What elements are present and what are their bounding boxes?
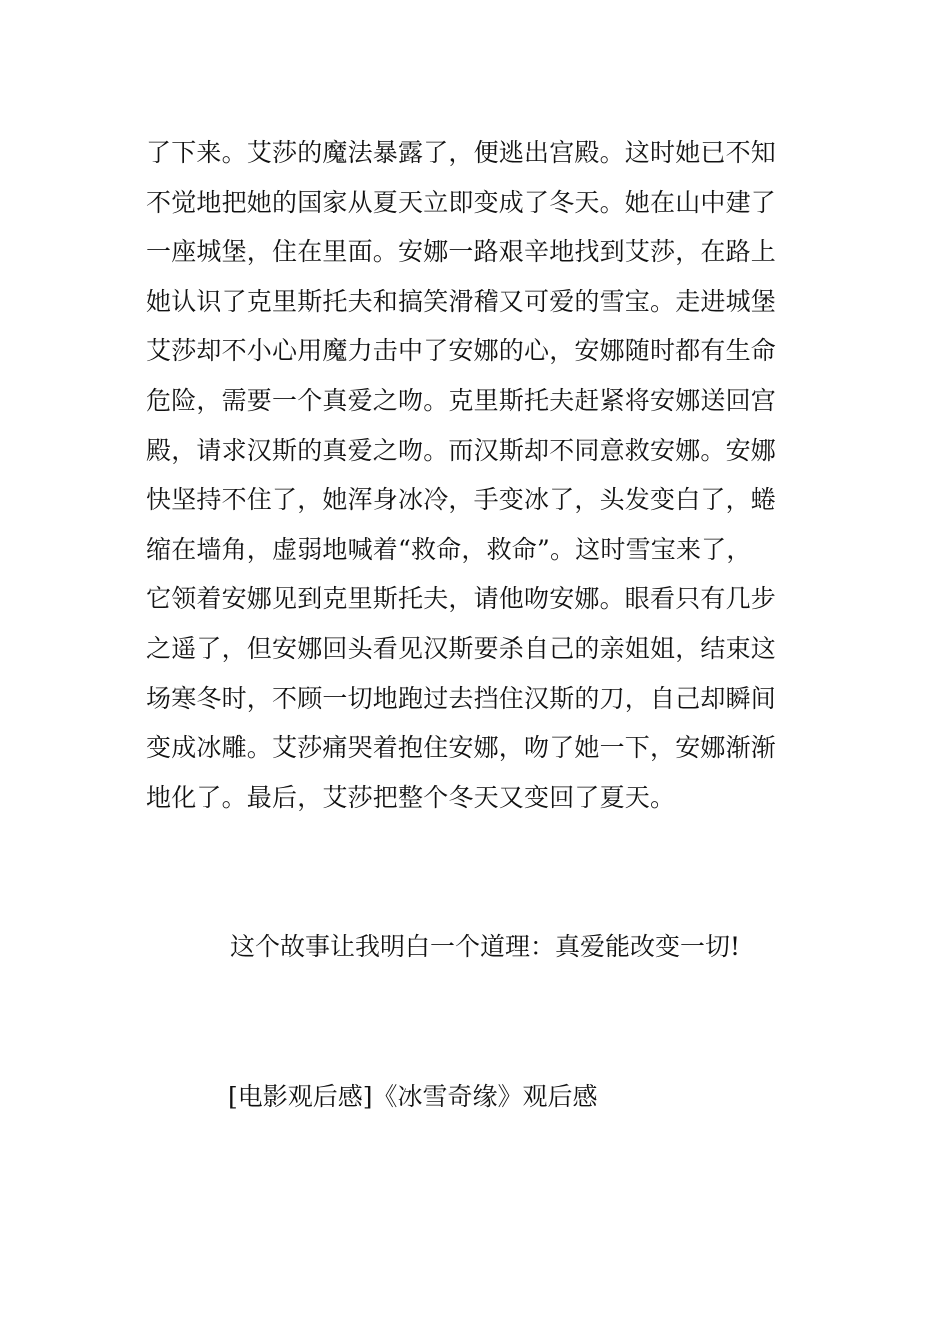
paragraph-line: 快坚持不住了，她浑身冰冷，手变冰了，头发变白了，蜷: [146, 485, 777, 515]
paragraph-line: 危险，需要一个真爱之吻。克里斯托夫赶紧将安娜送回宫: [146, 385, 777, 415]
paragraph-line: 艾莎却不小心用魔力击中了安娜的心，安娜随时都有生命: [146, 336, 777, 366]
paragraph-line: 它领着安娜见到克里斯托夫，请他吻安娜。眼看只有几步: [146, 584, 777, 614]
paragraph-line: 之遥了，但安娜回头看见汉斯要杀自己的亲姐姐，结束这: [146, 633, 777, 663]
paragraph-line: 她认识了克里斯托夫和搞笑滑稽又可爱的雪宝。走进城堡: [146, 286, 777, 316]
paragraph-line: 不觉地把她的国家从夏天立即变成了冬天。她在山中建了: [146, 187, 777, 217]
paragraph-line: 了下来。艾莎的魔法暴露了，便逃出宫殿。这时她已不知: [146, 138, 777, 167]
paragraph-line: 殿，请求汉斯的真爱之吻。而汉斯却不同意救安娜。安娜: [146, 435, 777, 465]
paragraph-line: 缩在墙角，虚弱地喊着“救命，救命”。这时雪宝来了，: [146, 534, 752, 564]
paragraph-line: 场寒冬时，不顾一切地跑过去挡住汉斯的刀，自己却瞬间: [146, 683, 777, 713]
lesson-statement: 这个故事让我明白一个道理：真爱能改变一切!: [230, 932, 741, 961]
paragraph-line: 一座城堡，住在里面。安娜一路艰辛地找到艾莎，在路上: [146, 237, 777, 267]
story-paragraph: [146, 128, 826, 822]
paragraph-line: 变成冰雕。艾莎痛哭着抱住安娜，吻了她一下，安娜渐渐: [146, 733, 777, 763]
paragraph-line: 地化了。最后，艾莎把整个冬天又变回了夏天。: [146, 782, 676, 812]
reference-title: [电影观后感]《冰雪奇缘》观后感: [228, 1082, 598, 1111]
